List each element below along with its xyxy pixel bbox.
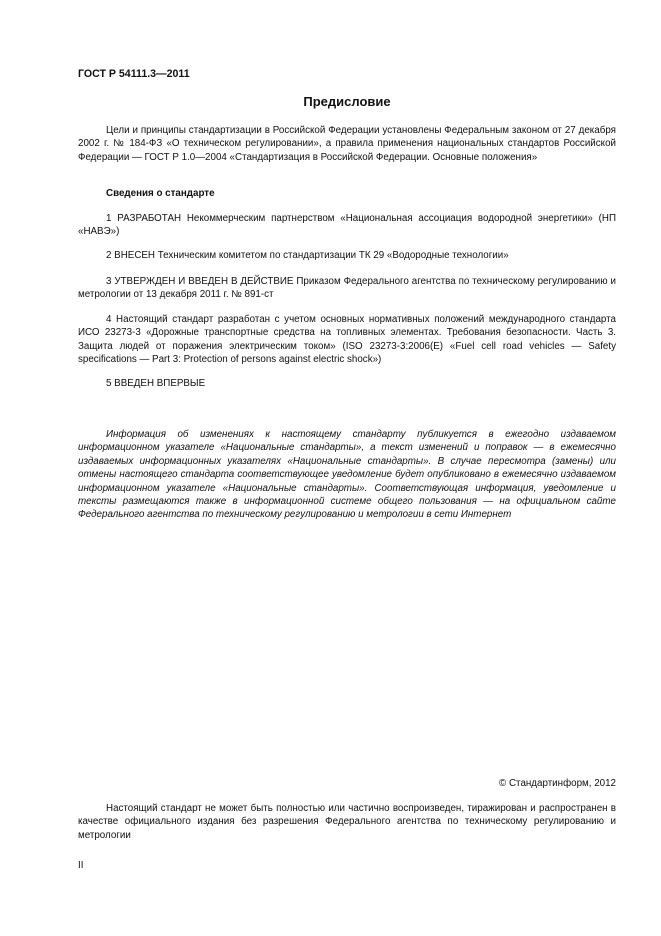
- info-item-1: 1 РАЗРАБОТАН Некоммерческим партнерством «Национальная ассоциация водородной энергетики» (НП «НАВЭ»): [78, 213, 616, 238]
- intro-paragraph: Цели и принципы стандартизации в Российской Федерации установлены Федеральным законом от 27 декабря 2002 г. № 184-ФЗ «О техническом регулировании», а правила применения национальных стандартов Российской Федерации — ГОСТ Р 1.0—2004 «Стандартизация в Российской Федерации. Основные положения»: [78, 125, 616, 163]
- item-4-block: [78, 313, 616, 367]
- intro-block: [78, 124, 616, 164]
- page-number: II: [78, 860, 84, 871]
- info-item-3: 3 УТВЕРЖДЕН И ВВЕДЕН В ДЕЙСТВИЕ Приказом Федерального агентства по техническому регулированию и метрологии от 13 декабря 2011 г. № 891-ст: [78, 276, 616, 301]
- info-heading: Сведения о стандарте: [106, 188, 215, 199]
- info-heading-block: [78, 187, 616, 200]
- item-1-block: [78, 212, 616, 239]
- rights-paragraph: Настоящий стандарт не может быть полностью или частично воспроизведен, тиражирован и распространен в качестве официального издания без разрешения Федерального агентства по техническому регулированию и метрологии: [78, 803, 616, 841]
- standard-id: ГОСТ Р 54111.3—2011: [78, 68, 190, 80]
- item-2-block: [78, 249, 616, 262]
- document-page: [78, 0, 616, 936]
- item-3-block: [78, 275, 616, 302]
- info-item-2: 2 ВНЕСЕН Техническим комитетом по стандартизации ТК 29 «Водородные технологии»: [106, 250, 509, 261]
- notice-paragraph: Информация об изменениях к настоящему стандарту публикуется в ежегодно издаваемом информационном указателе «Национальные стандарты», а текст изменений и поправок — в ежемесячно издаваемых информационных указателях «Национальные стандарты». В случае пересмотра (замены) или отмены настоящего стандарта соответствующее уведомление будет опубликовано в ежемесячно издаваемом информационном указателе «Национальные стандарты». Соответствующая информация, уведомление и тексты размещаются также в информационной системе общего пользования — на официальном сайте Федерального агентства по техническому регулированию и метрологии в сети Интернет: [78, 429, 616, 521]
- item-5-block: [78, 377, 616, 390]
- notice-block: [78, 428, 616, 522]
- page-title: Предисловие: [303, 94, 391, 109]
- copyright: © Стандартинформ, 2012: [499, 778, 616, 789]
- info-item-4: 4 Настоящий стандарт разработан с учетом основных нормативных положений международного стандарта ИСО 23273-3 «Дорожные транспортные средства на топливных элементах. Требования безопасности. Часть 3. Защита людей от поражения электрическим током» (ISO 23273-3:2006(E) «Fuel cell road vehicles — Safety specifications — Part 3: Protection of persons against electric shock»): [78, 314, 616, 366]
- rights-block: [78, 802, 616, 842]
- info-item-5: 5 ВВЕДЕН ВПЕРВЫЕ: [106, 378, 206, 389]
